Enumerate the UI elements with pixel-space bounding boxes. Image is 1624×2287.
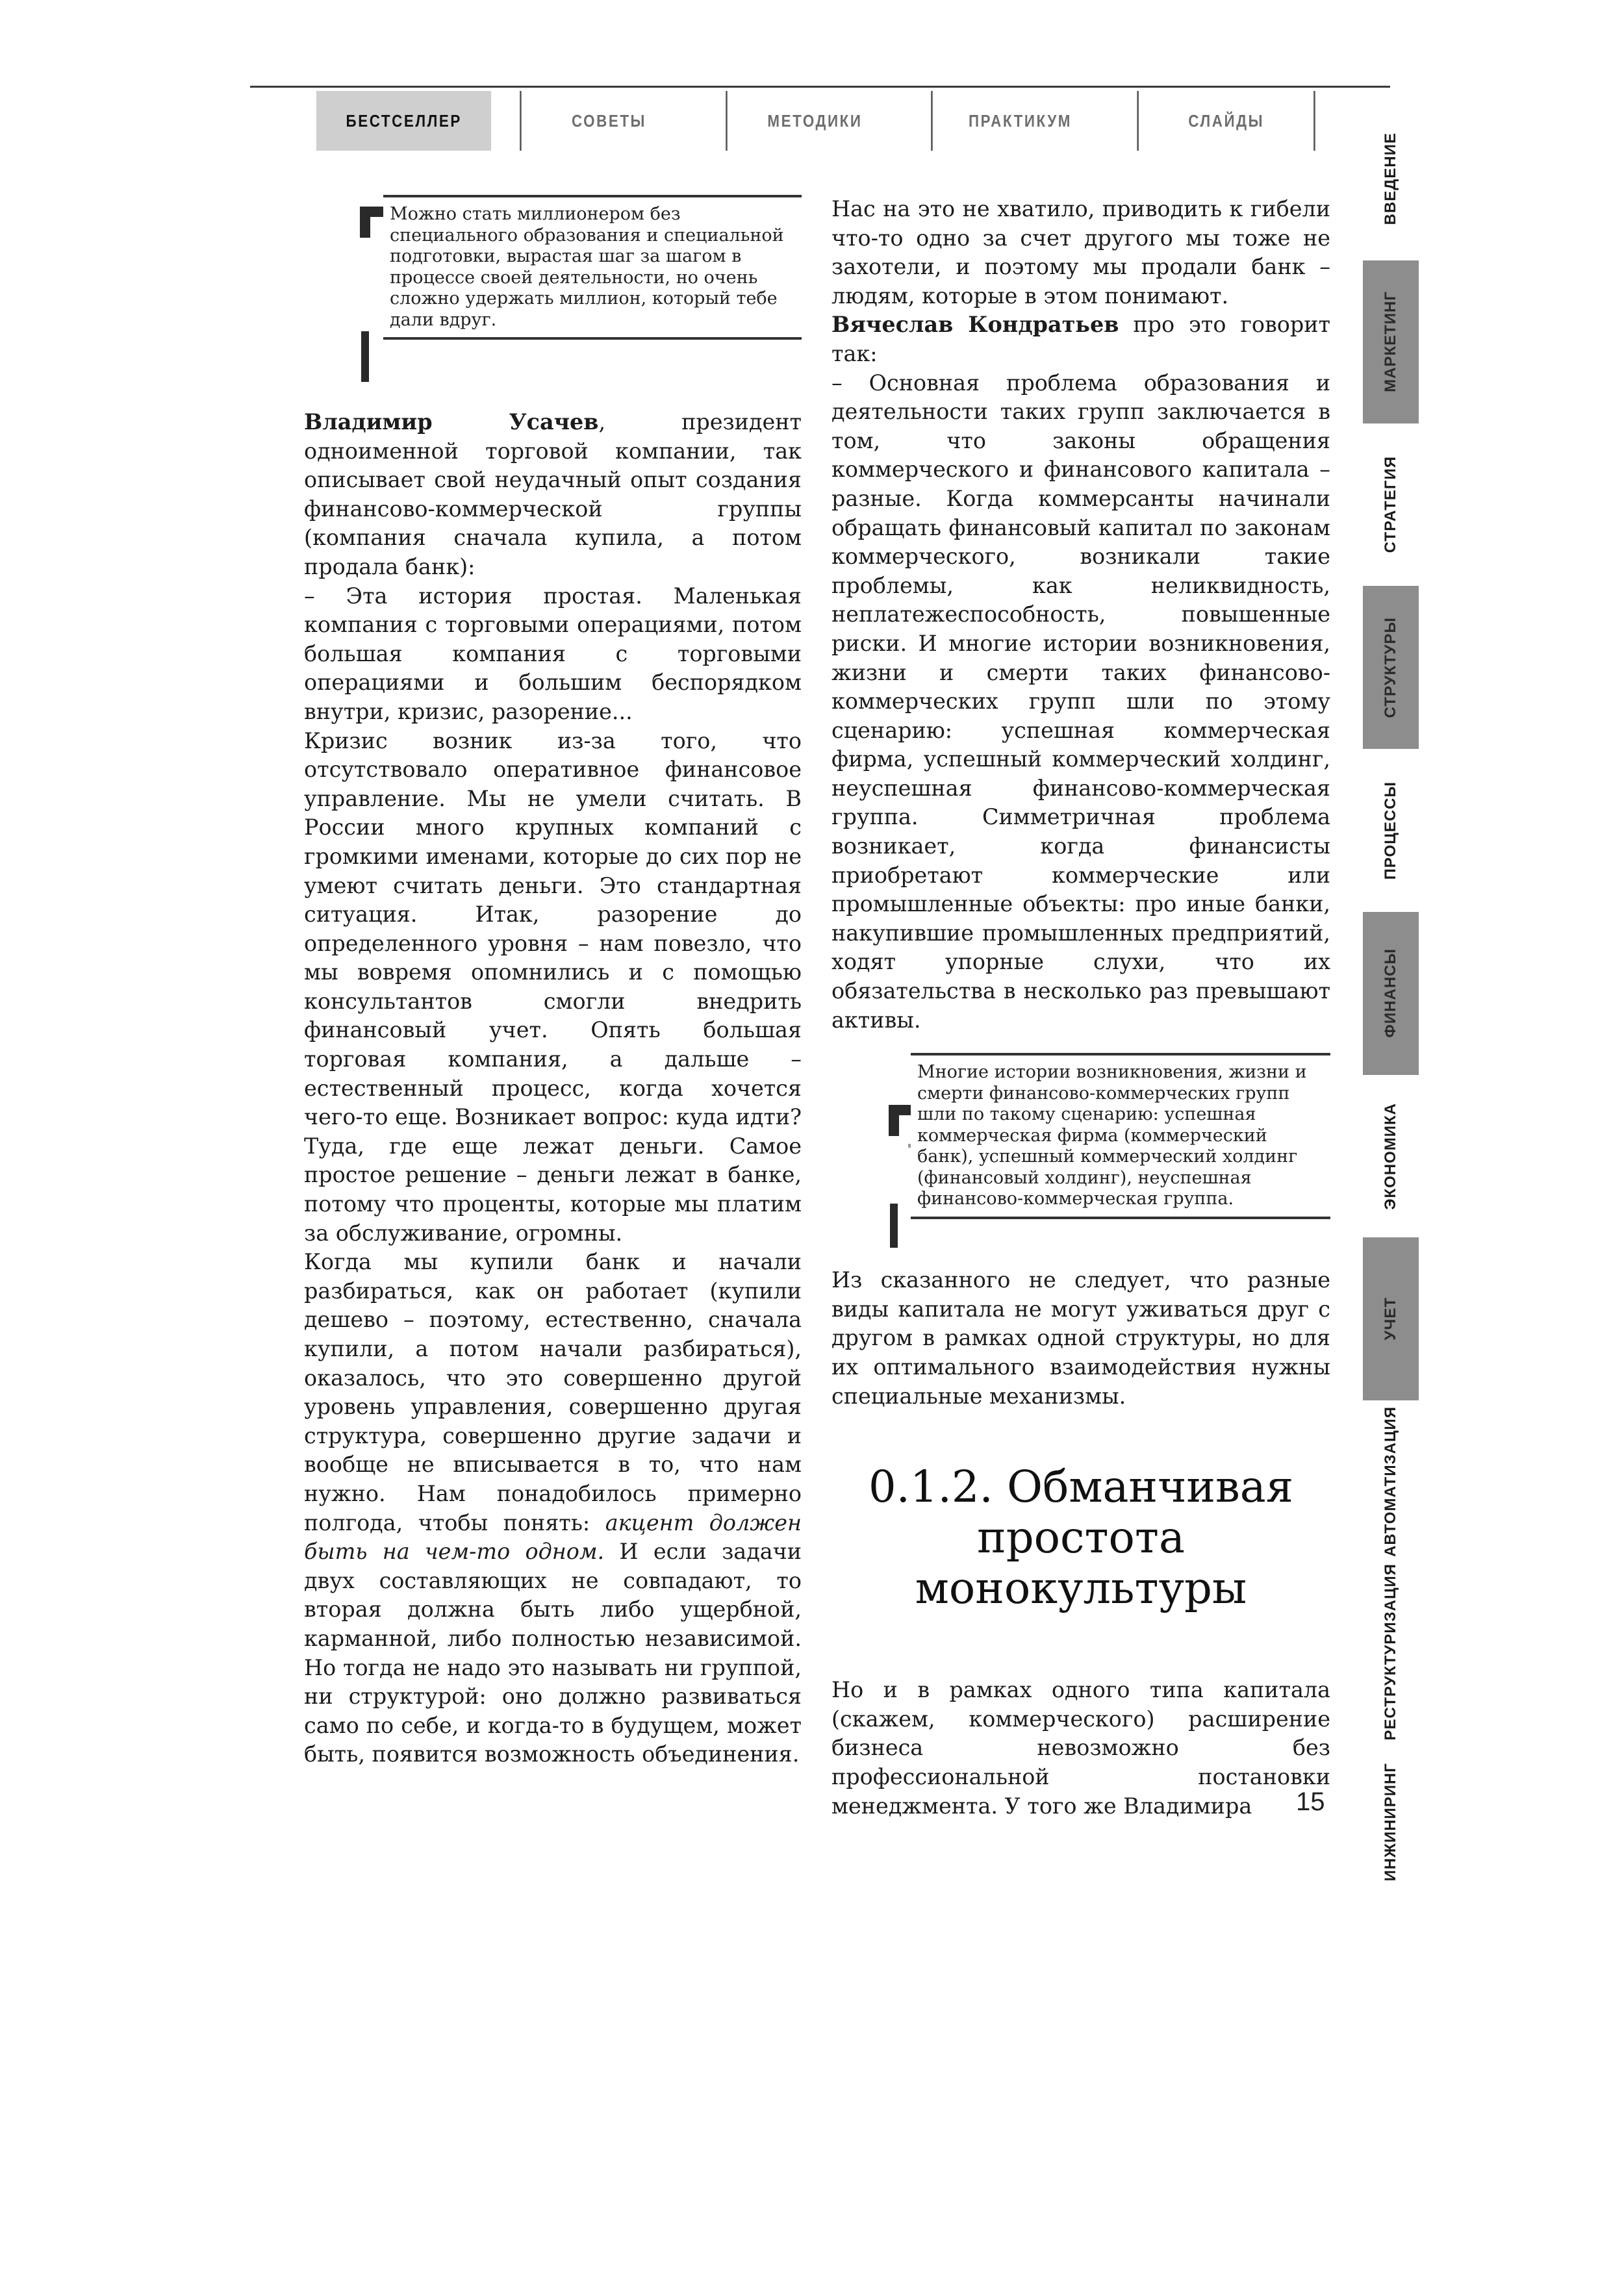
sidebar-label: МАРКЕТИНГ — [1382, 291, 1399, 393]
tab-metodiki[interactable]: МЕТОДИКИ — [726, 91, 902, 151]
sidebar-label: ЭКОНОМИКА — [1382, 1102, 1399, 1210]
callout-quote — [831, 1053, 1330, 1248]
page-number: 15 — [1296, 1788, 1325, 1816]
callout-quote — [304, 195, 802, 390]
paragraph: Вячеслав Кондратьев про это говорит так: — [831, 312, 1331, 366]
sidebar-label: ФИНАНСЫ — [1382, 948, 1399, 1038]
paragraph: Кризис возник из-за того, что отсутствовало оперативное финансовое управление. Мы не умели считать. В России много крупных компаний с громкими именами, которые до сих пор не умеют считать деньги. Это стандартная ситуация. Итак, разорение до определенного уровня – нам повезло, что мы вовремя опомнились и с помощью консультантов смогли внедрить финансовый учет. Опять большая торговая компания, а дальше – естественный процесс, когда хочется чего-то еще. Возникает вопрос: куда идти? Туда, где еще лежат деньги. Самое простое решение – деньги лежат в банке, потому что проценты, которые мы платим за обслуживание, огромны. — [304, 727, 802, 1246]
sidebar-item-processy[interactable] — [1363, 749, 1419, 912]
paragraph: – Основная проблема образования и деятельности таких групп заключается в том, что законы обращения коммерческого и финансового капитала – разные. Когда коммерсанты начинали обращать финансовый капитал по законам коммерческого, возникали такие проблемы, как неликвидность, неплатежеспособность, повышенные риски. И многие истории возникновения, жизни и смерти таких финансово-коммерческих групп шли по этому сценарию: успешная коммерческая фирма, успешный коммерческий холдинг, неуспешная финансово-коммерческая группа. Симметричная проблема возникает, когда финансисты приобретают коммерческие или промышленные объекты: про иные банки, накупившие промышленных предприятий, ходят упорные слухи, что их обязательства в несколько раз превышают активы. — [831, 370, 1330, 1033]
sidebar-item-ekonomika[interactable] — [1363, 1075, 1419, 1238]
quote-mark-icon — [831, 1053, 911, 1248]
paragraph: – Эта история простая. Маленькая компания с торговыми операциями, потом большая компания с торговыми операциями и большим беспорядком внутри, кризис, разорение... — [304, 583, 802, 724]
sidebar-item-strategiya[interactable] — [1363, 423, 1419, 587]
sidebar-item-struktury[interactable] — [1363, 586, 1419, 749]
sidebar-item-vvedenie[interactable] — [1363, 97, 1419, 260]
sidebar-item-avtomatizaciya[interactable] — [1363, 1400, 1419, 1563]
sidebar-label: АВТОМАТИЗАЦИЯ — [1382, 1406, 1399, 1558]
sidebar-item-inzhiniring[interactable] — [1363, 1740, 1419, 1903]
section-tabs — [302, 91, 1330, 151]
paragraph: Когда мы купили банк и начали разбираться, как он работает (купили дешево – поэтому, естественно, сначала купили, а потом начали разбираться), оказалось, что это совершенно другой уровень управления, совершенно другая структура, совершенно другие задачи и вообще не вписывается в то, что нам нужно. Нам понадобилось примерно полгода, чтобы понять: акцент должен быть на чем-то одном. И если задачи двух составляющих не совпадают, то вторая должна быть либо ущербной, карманной, либо полностью независимой. Но тогда не надо это называть ни группой, ни структурой: оно должно развиваться само по себе, и когда-то в будущем, может быть, появится возможность объединения. — [304, 1249, 802, 1767]
sidebar-item-marketing[interactable] — [1363, 260, 1419, 423]
chapter-sidebar — [1363, 97, 1419, 1903]
paragraph: Владимир Усачев, президент одноименной торговой компании, так описывает свой неудачный опыт создания финансово-коммерческой группы (компания сначала купила, а потом продала банк): — [304, 409, 802, 579]
sidebar-item-uchet[interactable] — [1363, 1237, 1419, 1400]
quote-mark-icon — [304, 195, 383, 390]
sidebar-label: ВВЕДЕНИЕ — [1382, 133, 1399, 225]
paragraph: Нас на это не хватило, приводить к гибели что-то одно за счет другого мы тоже не захотели, и поэтому мы продали банк – людям, которые в этом понимают. — [831, 196, 1330, 309]
callout-text: Многие истории возникновения, жизни и смерти финансово-коммерческих групп шли по такому сценарию: успешная коммерческая фирма (коммерческий банк), успешный коммерческий холдинг (финансовый холдинг), неуспешная финансово-коммерческая группа. — [911, 1053, 1330, 1219]
sidebar-label: ИНЖИНИРИНГ — [1382, 1762, 1399, 1881]
sidebar-item-restrukturizaciya[interactable] — [1363, 1563, 1419, 1741]
left-column — [304, 195, 802, 1769]
person-name: Владимир Усачев — [304, 409, 599, 435]
sidebar-label: РЕСТРУКТУРИЗАЦИЯ — [1382, 1563, 1399, 1741]
sidebar-label: СТРАТЕГИЯ — [1382, 456, 1399, 553]
paragraph: Но и в рамках одного типа капитала (скажем, коммерческого) расширение бизнеса невозможно без профессиональной постановки менеджмента. У того же Владимира — [831, 1677, 1330, 1819]
right-column — [831, 195, 1330, 1821]
section-heading: 0.1.2. Обманчивая простота монокультуры — [869, 1461, 1293, 1614]
tab-praktikum[interactable]: ПРАКТИКУМ — [931, 91, 1108, 151]
sidebar-label: УЧЕТ — [1382, 1297, 1399, 1341]
paragraph: Из сказанного не следует, что разные виды капитала не могут уживаться друг с другом в рамках одной структуры, но для их оптимального взаимодействия нужны специальные механизмы. — [831, 1267, 1330, 1409]
top-rule — [250, 86, 1390, 88]
tab-sovety[interactable]: СОВЕТЫ — [520, 91, 697, 151]
person-name: Вячеслав Кондратьев — [831, 312, 1119, 338]
tab-slaidy[interactable]: СЛАЙДЫ — [1137, 91, 1315, 151]
emphasis: акцент должен быть на чем-то одном. — [304, 1510, 802, 1565]
callout-text: Можно стать миллионером без специального образования и специальной подготовки, вырастая шаг за шагом в процессе своей деятельности, но очень сложно удержать миллион, который тебе дали вдруг. — [383, 195, 802, 340]
tab-bestseller[interactable]: БЕСТСЕЛЛЕР — [316, 91, 492, 151]
sidebar-label: ПРОЦЕССЫ — [1382, 781, 1399, 880]
sidebar-item-finansy[interactable] — [1363, 912, 1419, 1075]
sidebar-label: СТРУКТУРЫ — [1382, 616, 1399, 718]
